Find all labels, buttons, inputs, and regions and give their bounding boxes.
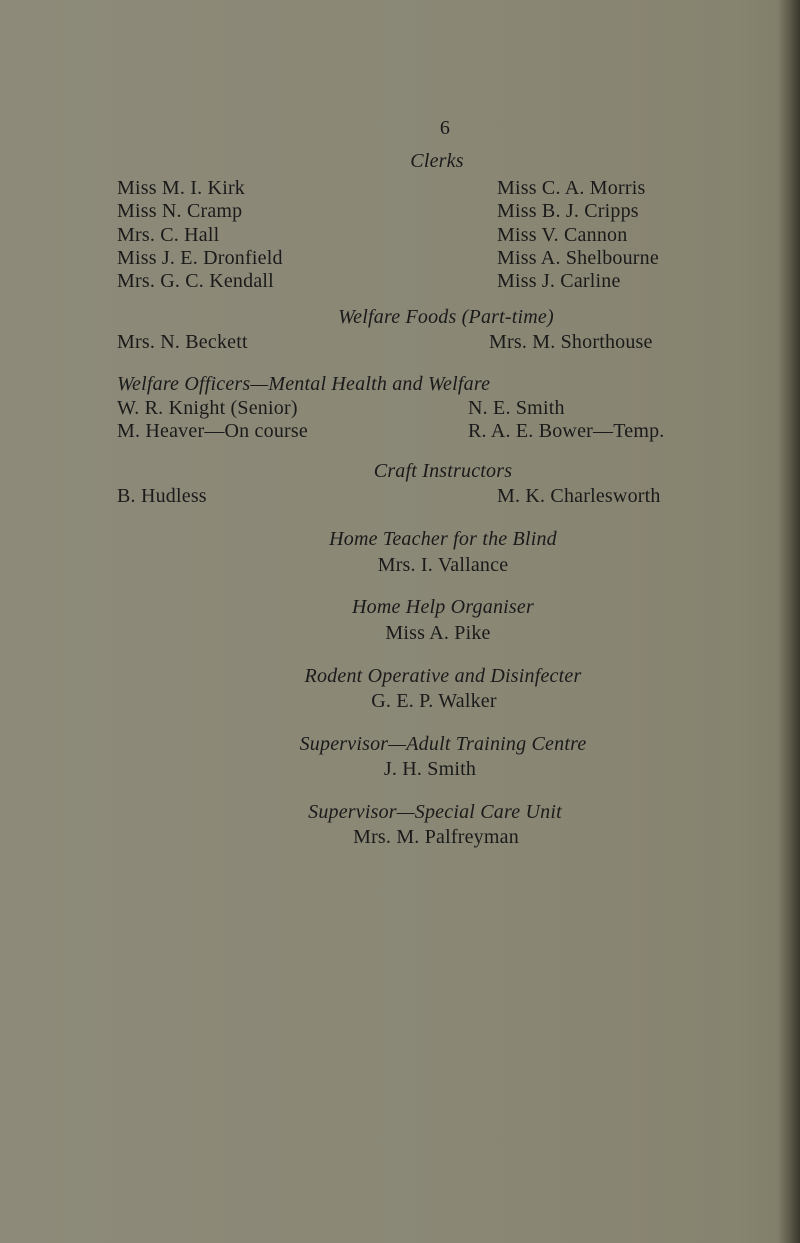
supervisor-atc-name: J. H. Smith	[383, 758, 477, 780]
welfare-officer-name: M. Heaver—On course	[117, 420, 308, 442]
welfare-officer-name: N. E. Smith	[468, 397, 565, 419]
supervisor-atc-heading: Supervisor—Adult Training Centre	[299, 733, 587, 755]
page-number: 6	[439, 117, 451, 139]
supervisor-scu-heading: Supervisor—Special Care Unit	[308, 801, 562, 823]
welfare-foods-name: Mrs. M. Shorthouse	[489, 331, 653, 353]
welfare-officer-name: W. R. Knight (Senior)	[117, 397, 298, 419]
clerk-name: Miss B. J. Cripps	[497, 200, 639, 222]
clerks-heading: Clerks	[410, 150, 464, 172]
home-help-name: Miss A. Pike	[385, 622, 491, 644]
welfare-officers-heading: Welfare Officers—Mental Health and Welfare	[117, 373, 491, 395]
clerk-name: Miss A. Shelbourne	[497, 247, 659, 269]
home-teacher-heading: Home Teacher for the Blind	[329, 528, 557, 550]
home-teacher-name: Mrs. I. Vallance	[377, 554, 509, 576]
craft-instructors-heading: Craft Instructors	[373, 460, 513, 482]
clerk-name: Mrs. C. Hall	[117, 224, 220, 246]
clerk-name: Mrs. G. C. Kendall	[117, 270, 274, 292]
clerk-name: Miss N. Cramp	[117, 200, 243, 222]
rodent-operative-name: G. E. P. Walker	[371, 690, 497, 712]
supervisor-scu-name: Mrs. M. Palfreyman	[353, 826, 519, 848]
clerk-name: Miss M. I. Kirk	[117, 177, 246, 199]
clerk-name: Miss V. Cannon	[497, 224, 628, 246]
welfare-foods-heading: Welfare Foods (Part-time)	[338, 306, 554, 328]
page-edge-shadow	[778, 0, 800, 1243]
clerk-name: Miss J. E. Dronfield	[117, 247, 283, 269]
welfare-foods-name: Mrs. N. Beckett	[117, 331, 248, 353]
clerk-name: Miss C. A. Morris	[497, 177, 646, 199]
home-help-heading: Home Help Organiser	[352, 596, 534, 618]
welfare-officer-name: R. A. E. Bower—Temp.	[468, 420, 665, 442]
craft-instructor-name: B. Hudless	[117, 485, 207, 507]
craft-instructor-name: M. K. Charlesworth	[497, 485, 661, 507]
clerk-name: Miss J. Carline	[497, 270, 621, 292]
rodent-operative-heading: Rodent Operative and Disinfecter	[304, 665, 582, 687]
